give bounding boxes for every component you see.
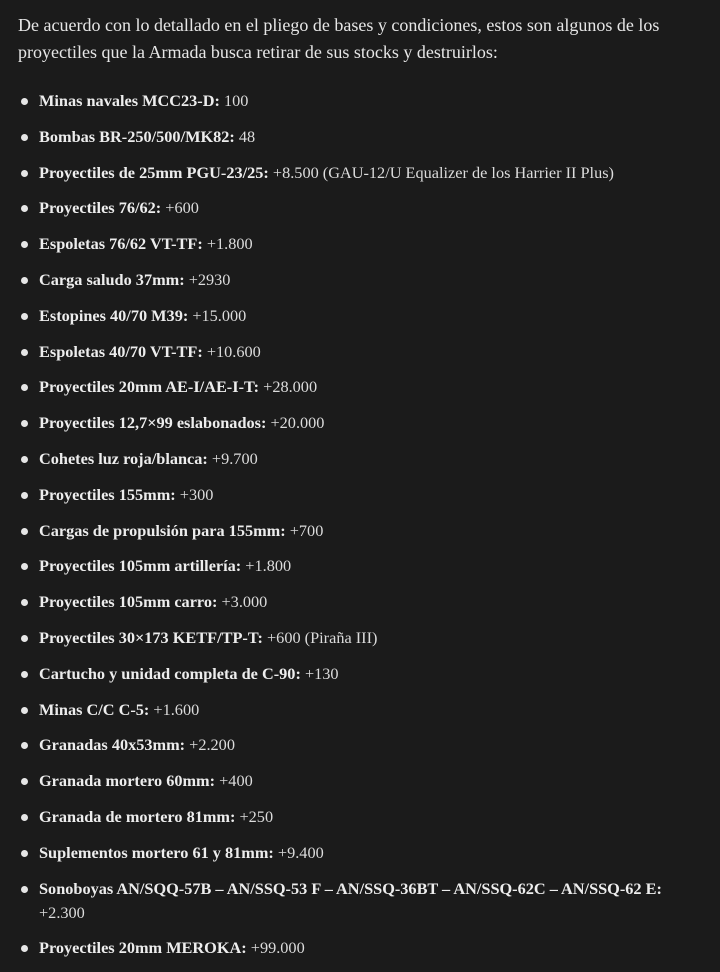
item-label: Proyectiles 76/62: bbox=[39, 198, 162, 218]
item-value: +8.500 (GAU-12/U Equalizer de los Harrier II Plus) bbox=[268, 162, 614, 182]
list-item bbox=[18, 733, 702, 757]
item-label: Proyectiles de 25mm PGU-23/25: bbox=[39, 162, 269, 182]
item-label: Carga saludo 37mm: bbox=[39, 269, 185, 289]
list-item bbox=[18, 340, 702, 364]
list-item bbox=[18, 877, 702, 925]
item-label: Proyectiles 105mm artillería: bbox=[39, 556, 242, 576]
item-value: +9.400 bbox=[273, 842, 324, 862]
item-value: +400 bbox=[215, 771, 253, 791]
bullet-icon bbox=[21, 563, 28, 570]
item-label: Proyectiles 20mm MEROKA: bbox=[39, 938, 247, 958]
bullet-icon bbox=[21, 886, 28, 893]
bullet-icon bbox=[21, 313, 28, 320]
item-value: 48 bbox=[234, 126, 256, 146]
list-item bbox=[18, 304, 702, 328]
item-label: Cohetes luz roja/blanca: bbox=[39, 448, 208, 468]
item-value: +9.700 bbox=[207, 448, 258, 468]
list-item bbox=[18, 268, 702, 292]
bullet-icon bbox=[21, 528, 28, 535]
list-item bbox=[18, 196, 702, 220]
list-item bbox=[18, 805, 702, 829]
bullet-icon bbox=[21, 635, 28, 642]
list-item bbox=[18, 662, 702, 686]
list-item bbox=[18, 161, 702, 185]
bullet-icon bbox=[21, 599, 28, 606]
item-label: Proyectiles 30×173 KETF/TP-T: bbox=[39, 627, 263, 647]
item-value: +1.800 bbox=[202, 234, 253, 254]
item-label: Sonoboyas AN/SQQ-57B – AN/SSQ-53 F – AN/SSQ-36BT – AN/SSQ-62C – AN/SSQ-62 E: bbox=[39, 878, 662, 898]
bullet-icon bbox=[21, 814, 28, 821]
list-item bbox=[18, 375, 702, 399]
item-value: +700 bbox=[285, 520, 324, 540]
item-value: +600 bbox=[161, 198, 199, 218]
item-value: +300 bbox=[175, 484, 214, 504]
bullet-icon bbox=[21, 98, 28, 105]
bullet-icon bbox=[21, 170, 28, 177]
item-label: Minas navales MCC23-D: bbox=[39, 91, 220, 110]
item-label: Granadas 40x53mm: bbox=[39, 735, 186, 755]
bullet-icon bbox=[21, 492, 28, 499]
item-value: +600 (Piraña III) bbox=[262, 627, 378, 647]
bullet-icon bbox=[21, 420, 28, 427]
item-label: Espoletas 40/70 VT-TF: bbox=[39, 341, 203, 361]
bullet-icon bbox=[21, 671, 28, 678]
item-label: Granada mortero 60mm: bbox=[39, 771, 216, 791]
item-label: Granada de mortero 81mm: bbox=[39, 806, 236, 826]
list-item bbox=[18, 232, 702, 256]
list-item bbox=[18, 447, 702, 471]
list-item bbox=[18, 698, 702, 722]
list-item bbox=[18, 590, 702, 614]
item-value: 100 bbox=[219, 91, 249, 110]
item-label: Suplementos mortero 61 y 81mm: bbox=[39, 842, 274, 862]
bullet-icon bbox=[21, 778, 28, 785]
list-item bbox=[18, 936, 702, 960]
list-item bbox=[18, 769, 702, 793]
intro-paragraph: De acuerdo con lo detallado en el pliego de bases y condiciones, estos son algunos de los proyectiles que la Armada busca retirar de sus stocks y destruirlos: bbox=[18, 15, 660, 62]
list-item bbox=[18, 89, 702, 113]
bullet-icon bbox=[21, 707, 28, 714]
item-value: +2930 bbox=[184, 269, 231, 289]
item-value: +1.800 bbox=[241, 556, 292, 576]
bullet-icon bbox=[21, 134, 28, 141]
bullet-icon bbox=[21, 945, 28, 952]
item-value: +99.000 bbox=[246, 938, 305, 958]
munitions-list bbox=[18, 89, 702, 960]
item-label: Cartucho y unidad completa de C-90: bbox=[39, 663, 301, 683]
item-value: +20.000 bbox=[266, 413, 325, 433]
item-label: Espoletas 76/62 VT-TF: bbox=[39, 234, 203, 254]
list-item bbox=[18, 519, 702, 543]
item-value: +130 bbox=[300, 663, 339, 683]
item-label: Estopines 40/70 M39: bbox=[39, 305, 189, 325]
item-value: +15.000 bbox=[188, 305, 247, 325]
item-label: Cargas de propulsión para 155mm: bbox=[39, 520, 286, 540]
item-label: Proyectiles 105mm carro: bbox=[39, 592, 218, 612]
bullet-icon bbox=[21, 277, 28, 284]
bullet-icon bbox=[21, 349, 28, 356]
item-label: Proyectiles 20mm AE-I/AE-I-T: bbox=[39, 377, 260, 397]
item-value: +10.600 bbox=[202, 341, 261, 361]
list-item bbox=[18, 125, 702, 149]
bullet-icon bbox=[21, 241, 28, 248]
item-value: +3.000 bbox=[217, 592, 268, 612]
item-label: Proyectiles 12,7×99 eslabonados: bbox=[39, 413, 267, 433]
item-label: Bombas BR-250/500/MK82: bbox=[39, 126, 235, 146]
bullet-icon bbox=[21, 384, 28, 391]
item-value: +2.200 bbox=[185, 735, 235, 755]
item-value: +250 bbox=[235, 806, 274, 826]
item-value: +1.600 bbox=[149, 699, 200, 719]
item-label: Proyectiles 155mm: bbox=[39, 484, 176, 504]
item-value: +2.300 bbox=[39, 902, 85, 922]
list-item bbox=[18, 841, 702, 865]
list-item bbox=[18, 626, 702, 650]
item-label: Minas C/C C-5: bbox=[39, 699, 150, 719]
bullet-icon bbox=[21, 850, 28, 857]
item-value: +28.000 bbox=[259, 377, 318, 397]
bullet-icon bbox=[21, 456, 28, 463]
bullet-icon bbox=[21, 742, 28, 749]
bullet-icon bbox=[21, 205, 28, 212]
list-item bbox=[18, 554, 702, 578]
list-item bbox=[18, 483, 702, 507]
list-item bbox=[18, 411, 702, 435]
